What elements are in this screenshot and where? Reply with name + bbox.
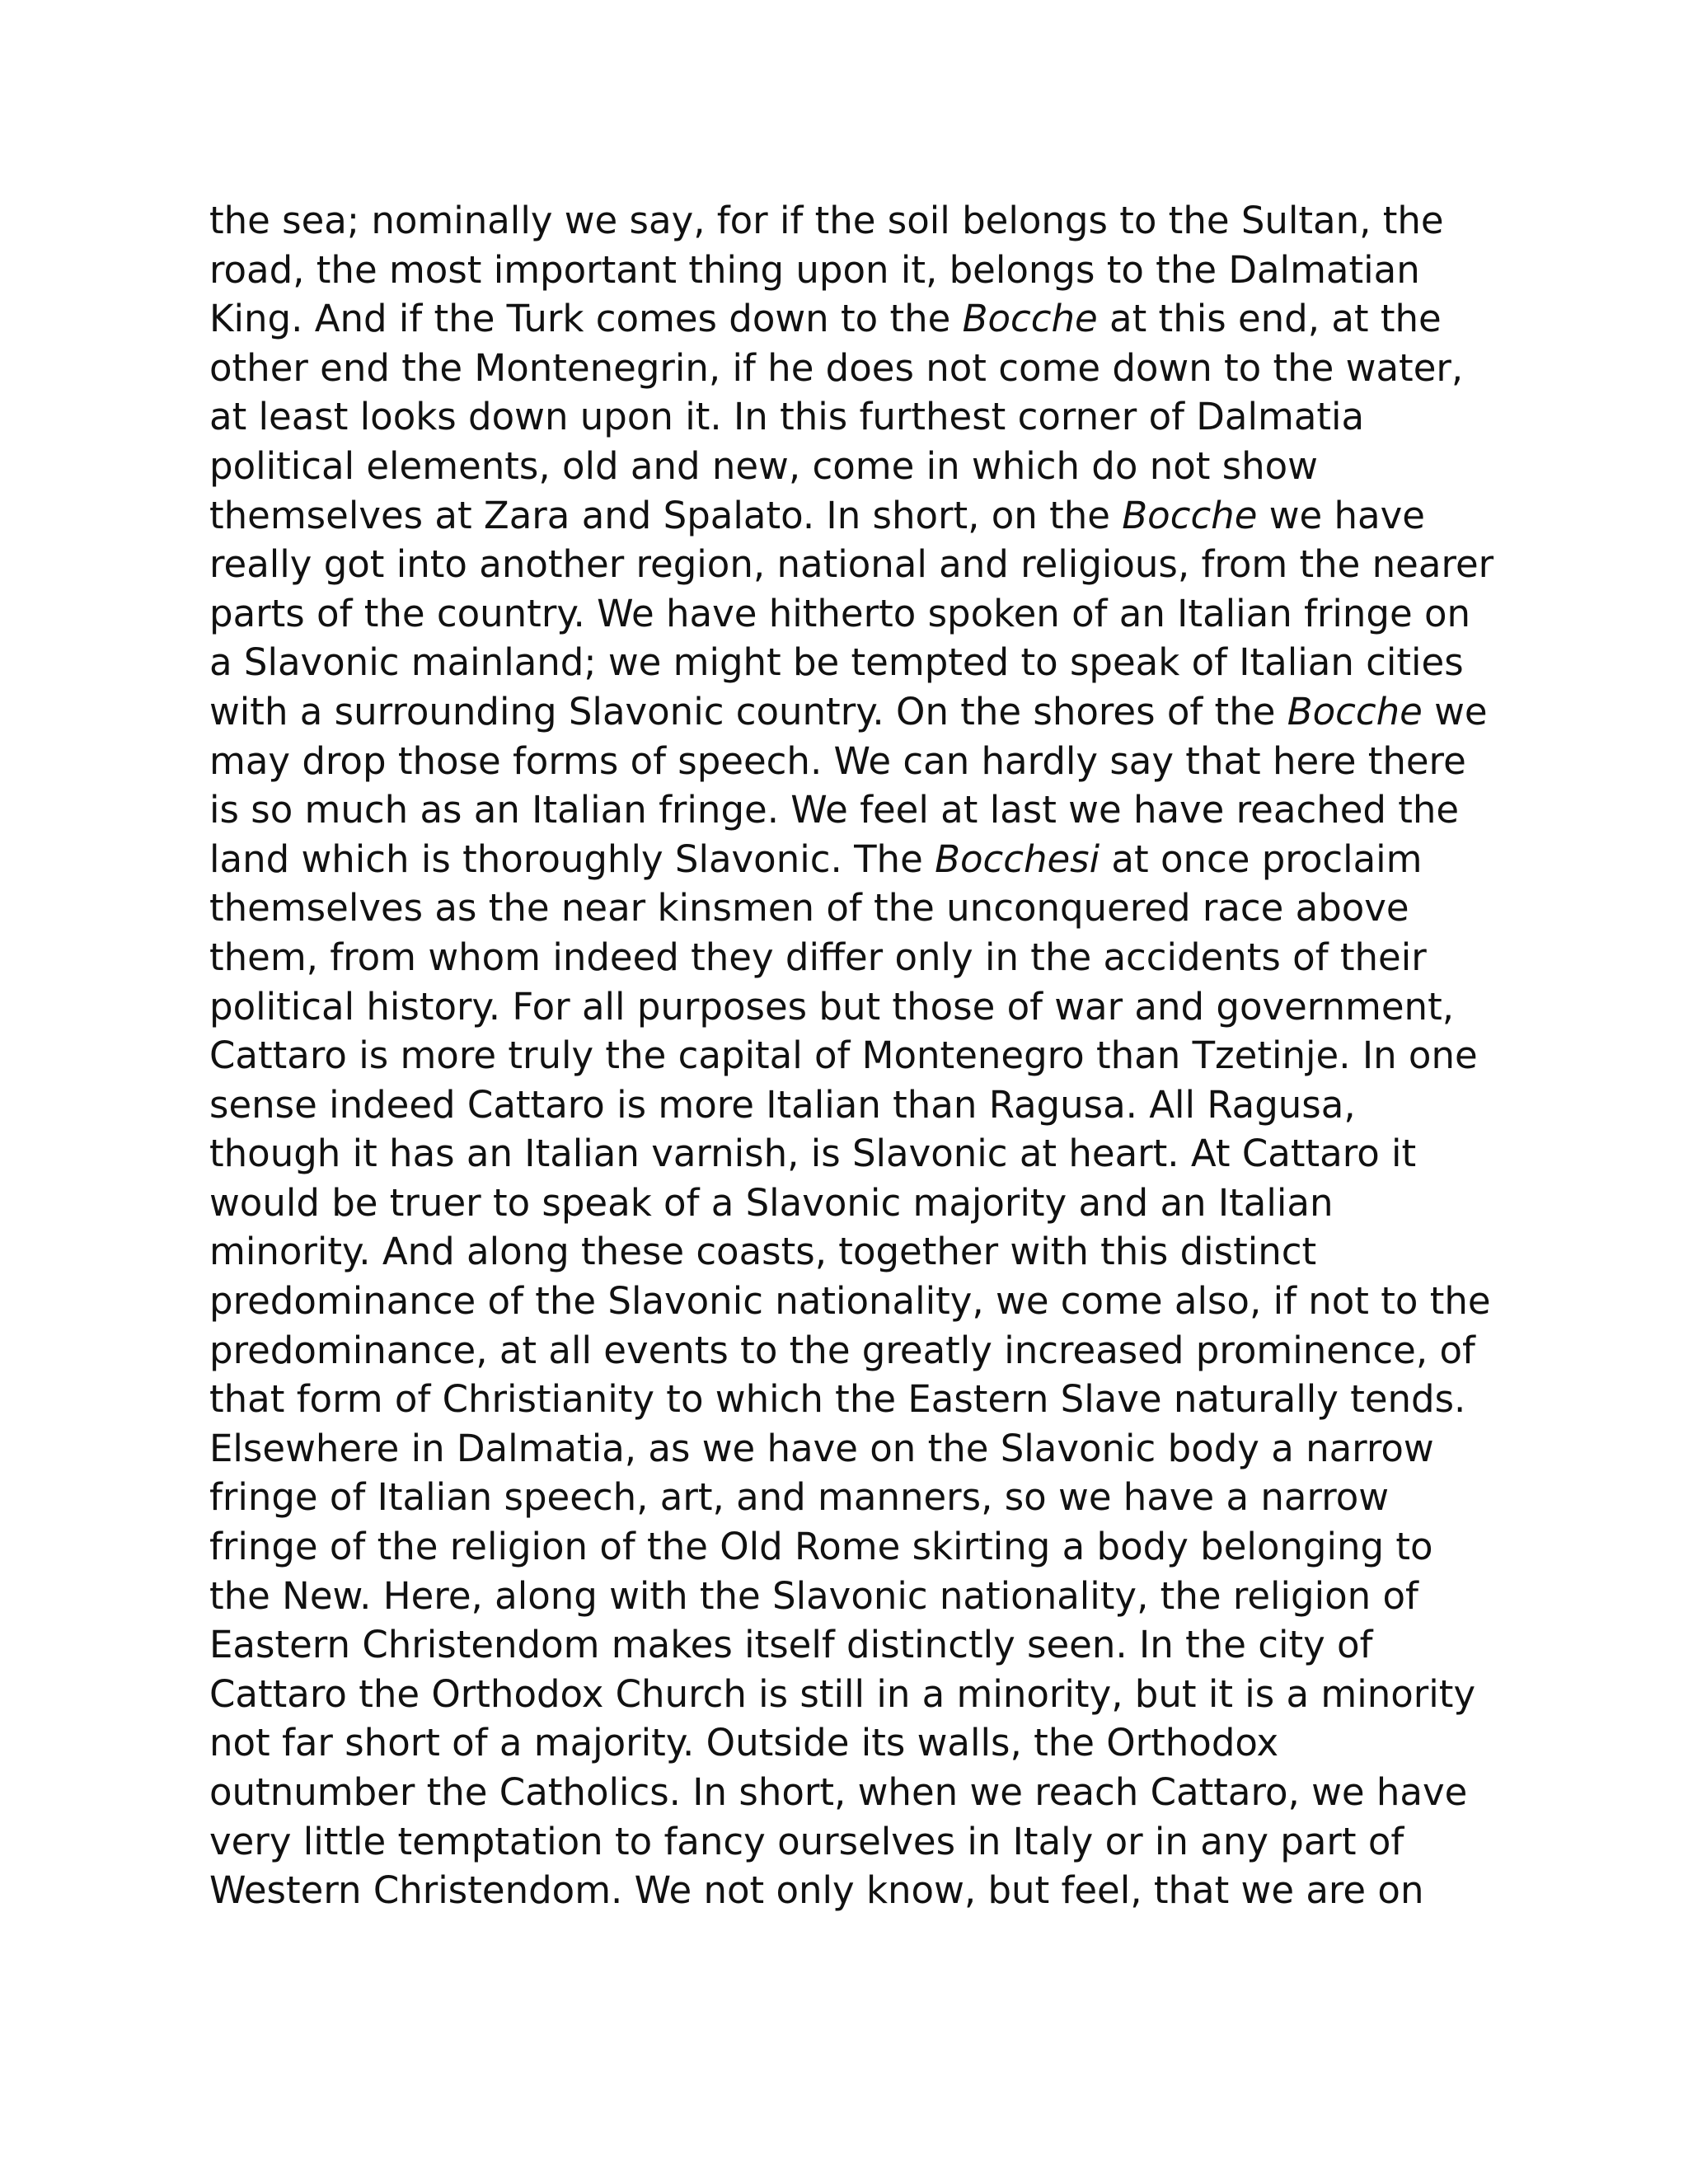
text-segment: the sea; nominally we say, for if the soil belongs to the Sultan, the [209,199,1444,242]
text-line [209,540,1528,589]
text-segment: we have [1257,493,1425,537]
text-segment: themselves as the near kinsmen of the unconquered race above [209,886,1409,930]
text-line [209,1031,1528,1080]
text-segment: outnumber the Catholics. In short, when we reach Cattaro, we have [209,1770,1468,1814]
text-segment: we [1422,689,1488,733]
text-line [209,737,1528,786]
text-segment: road, the most important thing upon it, belongs to the Dalmatian [209,247,1420,292]
italic-text: Bocche [1122,493,1258,537]
text-segment: at this end, at the [1097,297,1442,341]
text-line [209,1817,1528,1867]
text-line [209,1768,1528,1817]
text-line [209,1866,1528,1915]
text-segment: though it has an Italian varnish, is Slavonic at heart. At Cattaro it [209,1132,1417,1176]
text-line [209,638,1528,687]
text-line [209,933,1528,982]
text-line [209,246,1528,295]
text-line [209,392,1528,442]
text-segment: predominance, at all events to the greatly increased prominence, of [209,1328,1475,1372]
text-line [209,1572,1528,1621]
text-line [209,1277,1528,1326]
text-line [209,687,1528,737]
text-segment: Cattaro the Orthodox Church is still in a minority, but it is a minority [209,1671,1476,1716]
text-line [209,1670,1528,1719]
text-line [209,1718,1528,1768]
text-segment: parts of the country. We have hitherto spoken of an Italian fringe on [209,591,1471,635]
text-segment: themselves at Zara and Spalato. In short, on the [209,493,1123,537]
text-segment: land which is thoroughly Slavonic. The [209,837,935,881]
text-segment: at once proclaim [1100,837,1423,881]
text-line [209,344,1528,393]
italic-text: Bocche [1287,689,1423,733]
text-segment: really got into another region, national and religious, from the nearer [209,542,1494,587]
text-segment: political elements, old and new, come in which do not show [209,443,1318,488]
text-line [209,1080,1528,1130]
text-segment: Cattaro is more truly the capital of Montenegro than Tzetinje. In one [209,1033,1478,1078]
text-line [209,1227,1528,1277]
text-segment: sense indeed Cattaro is more Italian than Ragusa. All Ragusa, [209,1082,1356,1127]
text-segment: not far short of a majority. Outside its walls, the Orthodox [209,1721,1279,1765]
text-segment: them, from whom indeed they differ only in the accidents of their [209,935,1427,979]
text-line [209,1620,1528,1670]
text-line [209,1473,1528,1522]
text-segment: minority. And along these coasts, together with this distinct [209,1230,1317,1274]
text-segment: fringe of the religion of the Old Rome skirting a body belonging to [209,1525,1433,1569]
text-segment: very little temptation to fancy ourselves in Italy or in any part of [209,1819,1404,1863]
text-segment: predominance of the Slavonic nationality, we come also, if not to the [209,1279,1491,1324]
text-line [209,835,1528,884]
text-segment: with a surrounding Slavonic country. On the shores of the [209,689,1287,733]
text-segment: fringe of Italian speech, art, and manners, so we have a narrow [209,1475,1390,1520]
text-line [209,883,1528,933]
text-line [209,589,1528,639]
text-segment: political history. For all purposes but those of war and government, [209,984,1455,1029]
text-line [209,1179,1528,1228]
text-line [209,196,1528,246]
italic-text: Bocchesi [935,837,1100,881]
text-line [209,294,1528,344]
italic-text: Bocche [962,297,1098,341]
text-segment: would be truer to speak of a Slavonic majority and an Italian [209,1180,1334,1225]
text-segment: Eastern Christendom makes itself distinctly seen. In the city of [209,1623,1373,1667]
text-line [209,1326,1528,1376]
text-segment: is so much as an Italian fringe. We feel at last we have reached the [209,788,1460,832]
text-segment: a Slavonic mainland; we might be tempted to speak of Italian cities [209,640,1464,685]
text-segment: Elsewhere in Dalmatia, as we have on the Slavonic body a narrow [209,1426,1434,1470]
text-line [209,1424,1528,1474]
text-segment: at least looks down upon it. In this furthest corner of Dalmatia [209,395,1365,439]
text-segment: other end the Montenegrin, if he does not come down to the water, [209,345,1464,390]
text-line [209,785,1528,835]
text-line [209,442,1528,491]
text-line [209,982,1528,1032]
text-line [209,491,1528,541]
text-line [209,1375,1528,1424]
body-text [209,196,1528,1915]
text-segment: that form of Christianity to which the Eastern Slave naturally tends. [209,1377,1466,1422]
text-segment: the New. Here, along with the Slavonic nationality, the religion of [209,1573,1418,1618]
text-segment: may drop those forms of speech. We can hardly say that here there [209,738,1466,783]
text-line [209,1129,1528,1179]
text-segment: King. And if the Turk comes down to the [209,297,963,341]
text-segment: Western Christendom. We not only know, but feel, that we are on [209,1868,1424,1913]
text-line [209,1522,1528,1572]
